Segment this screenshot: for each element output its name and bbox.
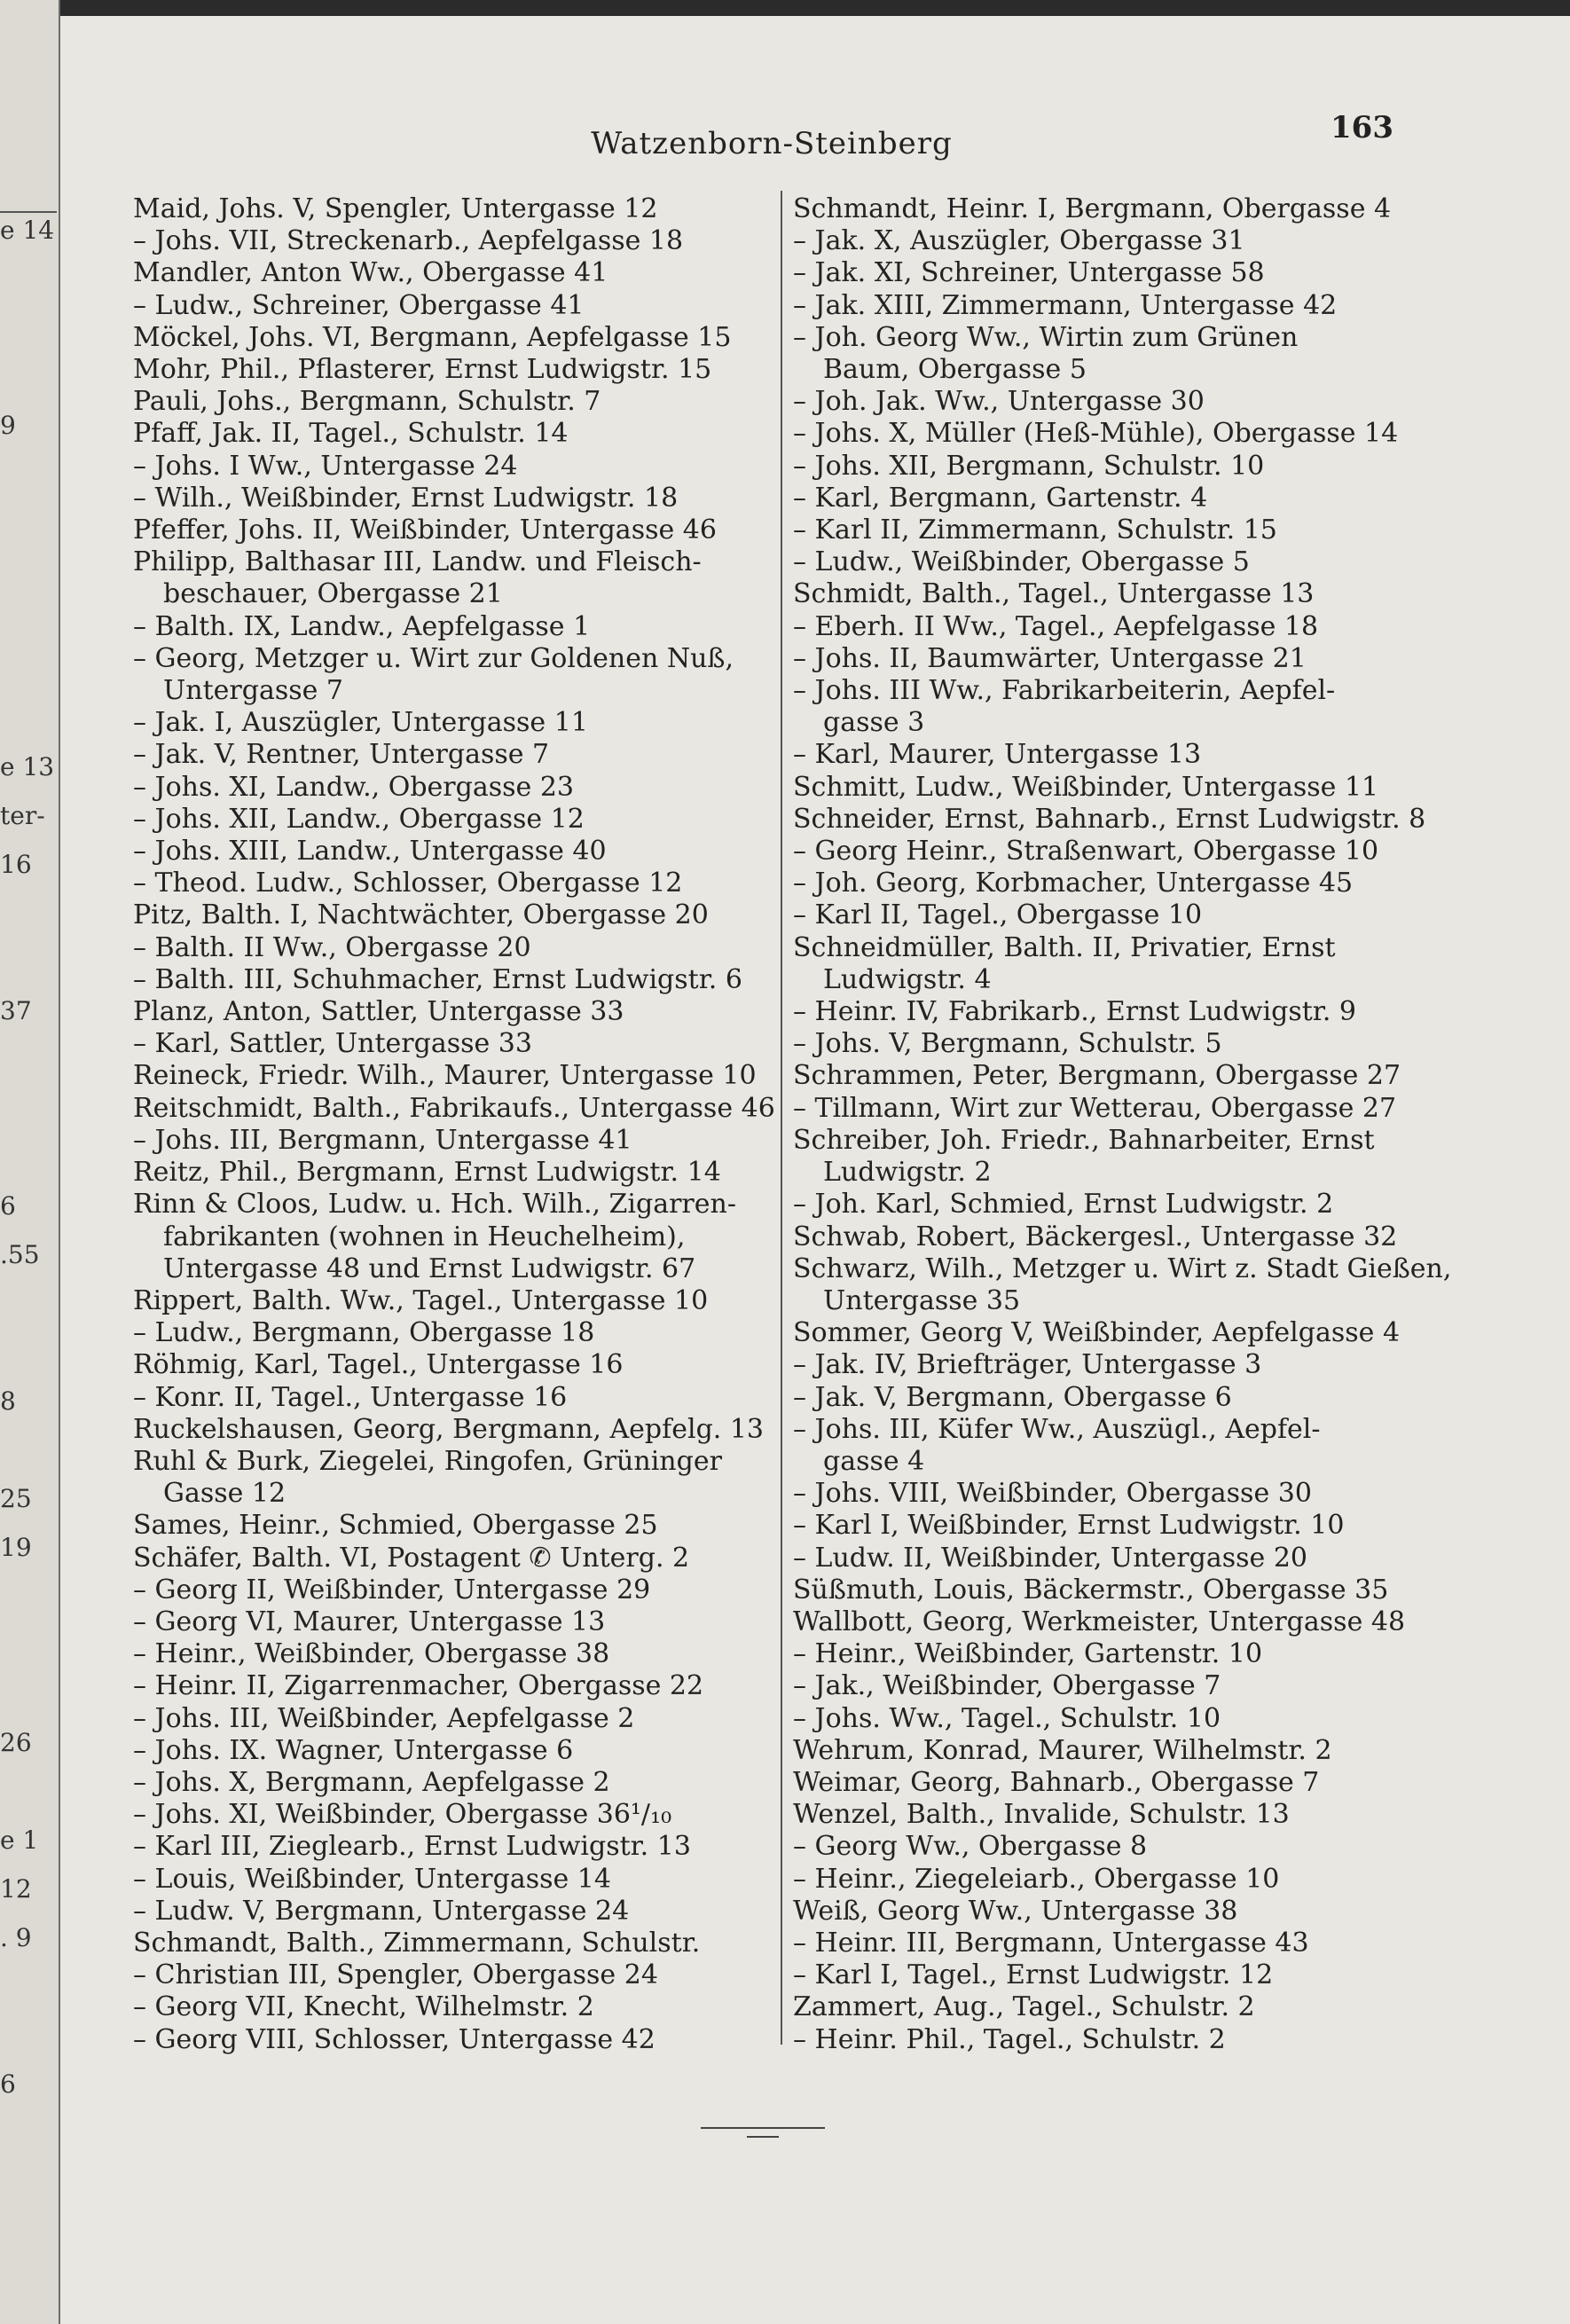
directory-entry: Philipp, Balthasar III, Landw. und Fleisch-	[133, 546, 702, 578]
directory-entry: Rippert, Balth. Ww., Tagel., Untergasse 10	[133, 1284, 709, 1316]
margin-fragment: 16	[0, 850, 32, 879]
directory-entry: Schrammen, Peter, Bergmann, Obergasse 27	[793, 1060, 1401, 1092]
directory-entry: Reineck, Friedr. Wilh., Maurer, Untergasse 10	[133, 1060, 757, 1092]
directory-entry: Reitschmidt, Balth., Fabrikaufs., Untergasse 46	[133, 1092, 775, 1124]
directory-entry: Schmitt, Ludw., Weißbinder, Untergasse 11	[793, 771, 1379, 803]
directory-entry: – Jak. IV, Briefträger, Untergasse 3	[793, 1349, 1262, 1381]
directory-entry: Weimar, Georg, Bahnarb., Obergasse 7	[793, 1766, 1320, 1798]
directory-entry: – Joh. Karl, Schmied, Ernst Ludwigstr. 2	[793, 1189, 1334, 1221]
directory-entry: Untergasse 35	[823, 1284, 1021, 1316]
directory-entry: Baum, Obergasse 5	[823, 354, 1087, 386]
directory-entry: – Karl I, Weißbinder, Ernst Ludwigstr. 10	[793, 1510, 1345, 1542]
directory-entry: – Jak. XI, Schreiner, Untergasse 58	[793, 257, 1265, 289]
directory-entry: – Johs. III, Weißbinder, Aepfelgasse 2	[133, 1702, 635, 1734]
directory-entry: – Ludw., Weißbinder, Obergasse 5	[793, 546, 1250, 578]
directory-entry: – Christian III, Spengler, Obergasse 24	[133, 1959, 658, 1991]
directory-entry: – Jak. V, Bergmann, Obergasse 6	[793, 1381, 1232, 1413]
margin-fragment: e 14	[0, 216, 55, 245]
directory-entry: Süßmuth, Louis, Bäckermstr., Obergasse 35	[793, 1574, 1389, 1606]
directory-entry: Mohr, Phil., Pflasterer, Ernst Ludwigstr. 15	[133, 354, 712, 386]
directory-entry: – Ludw., Schreiner, Obergasse 41	[133, 289, 585, 321]
bottom-rule-short	[747, 2136, 779, 2138]
margin-fragment: 9	[0, 411, 16, 440]
directory-entry: – Heinr. II, Zigarrenmacher, Obergasse 22	[133, 1670, 704, 1702]
directory-entry: Schreiber, Joh. Friedr., Bahnarbeiter, Ernst	[793, 1124, 1375, 1156]
directory-entry: Sames, Heinr., Schmied, Obergasse 25	[133, 1510, 658, 1542]
directory-entry: – Jak. V, Rentner, Untergasse 7	[133, 739, 550, 771]
directory-entry: – Johs. II, Baumwärter, Untergasse 21	[793, 642, 1307, 674]
directory-entry: – Wilh., Weißbinder, Ernst Ludwigstr. 18	[133, 482, 679, 514]
margin-fragment: 6	[0, 1191, 16, 1221]
directory-entry: – Balth. III, Schuhmacher, Ernst Ludwigstr. 6	[133, 963, 742, 995]
directory-entry: – Jak. X, Auszügler, Obergasse 31	[793, 225, 1245, 257]
directory-entry: fabrikanten (wohnen in Heuchelheim),	[163, 1221, 686, 1252]
directory-entry: – Johs. III, Bergmann, Untergasse 41	[133, 1124, 632, 1156]
directory-entry: – Johs. XII, Bergmann, Schulstr. 10	[793, 450, 1265, 482]
directory-entry: – Johs. III, Küfer Ww., Auszügl., Aepfel-	[793, 1413, 1321, 1445]
directory-entry: – Karl III, Zieglearb., Ernst Ludwigstr. 13	[133, 1831, 691, 1863]
left-column	[133, 193, 807, 2056]
directory-entry: – Johs. XIII, Landw., Untergasse 40	[133, 836, 607, 868]
directory-entry: Untergasse 48 und Ernst Ludwigstr. 67	[163, 1252, 696, 1284]
directory-entry: – Joh. Georg Ww., Wirtin zum Grünen	[793, 321, 1299, 353]
margin-fragment: e 13	[0, 752, 55, 781]
directory-entry: – Karl II, Zimmermann, Schulstr. 15	[793, 514, 1277, 546]
directory-entry: – Karl II, Tagel., Obergasse 10	[793, 899, 1203, 931]
directory-entry: Zammert, Aug., Tagel., Schulstr. 2	[793, 1991, 1255, 2023]
directory-entry: – Ludw., Bergmann, Obergasse 18	[133, 1317, 595, 1349]
directory-entry: – Ludw. V, Bergmann, Untergasse 24	[133, 1895, 630, 1927]
margin-fragment: .55	[0, 1240, 40, 1269]
directory-entry: – Karl I, Tagel., Ernst Ludwigstr. 12	[793, 1959, 1274, 1991]
directory-entry: – Johs. III Ww., Fabrikarbeiterin, Aepfel-	[793, 675, 1336, 707]
directory-entry: – Johs. XI, Weißbinder, Obergasse 36¹/₁₀	[133, 1799, 672, 1831]
directory-entry: – Karl, Bergmann, Gartenstr. 4	[793, 482, 1208, 514]
directory-entry: beschauer, Obergasse 21	[163, 578, 503, 610]
directory-entry: Möckel, Johs. VI, Bergmann, Aepfelgasse 15	[133, 321, 732, 353]
margin-fragment: 26	[0, 1728, 32, 1757]
directory-entry: – Johs. XII, Landw., Obergasse 12	[133, 803, 585, 835]
directory-entry: – Johs. X, Bergmann, Aepfelgasse 2	[133, 1766, 610, 1798]
directory-entry: – Heinr. III, Bergmann, Untergasse 43	[793, 1927, 1309, 1959]
right-column	[793, 193, 1467, 2056]
margin-fragment: 19	[0, 1533, 32, 1562]
directory-entry: Gasse 12	[163, 1478, 287, 1510]
previous-page-margin	[0, 0, 60, 2324]
directory-entry: – Georg VIII, Schlosser, Untergasse 42	[133, 2023, 655, 2055]
directory-entry: Wehrum, Konrad, Maurer, Wilhelmstr. 2	[793, 1734, 1332, 1766]
margin-fragment: 12	[0, 1874, 32, 1904]
directory-entry: – Johs. IX. Wagner, Untergasse 6	[133, 1734, 574, 1766]
directory-entry: – Balth. IX, Landw., Aepfelgasse 1	[133, 610, 591, 642]
directory-entry: Weiß, Georg Ww., Untergasse 38	[793, 1895, 1238, 1927]
page-title: Watzenborn-Steinberg	[591, 126, 953, 161]
directory-entry: – Heinr. Phil., Tagel., Schulstr. 2	[793, 2023, 1226, 2055]
directory-entry: – Johs. XI, Landw., Obergasse 23	[133, 771, 574, 803]
directory-entry: Ruckelshausen, Georg, Bergmann, Aepfelg. 13	[133, 1413, 765, 1445]
directory-entry: gasse 3	[823, 707, 925, 739]
directory-entry: – Eberh. II Ww., Tagel., Aepfelgasse 18	[793, 610, 1319, 642]
directory-entry: – Heinr., Ziegeleiarb., Obergasse 10	[793, 1863, 1280, 1895]
margin-fragment: e 1	[0, 1825, 39, 1855]
margin-fragment: . 9	[0, 1923, 32, 1952]
directory-entry: – Johs. X, Müller (Heß-Mühle), Obergasse 14	[793, 418, 1399, 450]
directory-entry: – Johs. VIII, Weißbinder, Obergasse 30	[793, 1478, 1312, 1510]
directory-entry: – Balth. II Ww., Obergasse 20	[133, 931, 531, 963]
margin-fragment: ter-	[0, 801, 45, 830]
directory-entry: – Konr. II, Tagel., Untergasse 16	[133, 1381, 568, 1413]
directory-entry: Wallbott, Georg, Werkmeister, Untergasse 48	[793, 1606, 1406, 1637]
page-number: 163	[1331, 110, 1393, 145]
directory-entry: Schneidmüller, Balth. II, Privatier, Ernst	[793, 931, 1336, 963]
directory-entry: Pitz, Balth. I, Nachtwächter, Obergasse 20	[133, 899, 709, 931]
directory-entry: Reitz, Phil., Bergmann, Ernst Ludwigstr. 14	[133, 1157, 721, 1189]
directory-entry: Wenzel, Balth., Invalide, Schulstr. 13	[793, 1799, 1290, 1831]
directory-entry: Untergasse 7	[163, 675, 344, 707]
directory-entry: Schmidt, Balth., Tagel., Untergasse 13	[793, 578, 1315, 610]
directory-entry: Maid, Johs. V, Spengler, Untergasse 12	[133, 193, 658, 224]
directory-entry: – Georg VI, Maurer, Untergasse 13	[133, 1606, 606, 1637]
directory-entry: gasse 4	[823, 1445, 925, 1477]
directory-entry: – Georg II, Weißbinder, Untergasse 29	[133, 1574, 651, 1606]
margin-fragment: 37	[0, 996, 32, 1025]
directory-entry: Rinn & Cloos, Ludw. u. Hch. Wilh., Zigarren-	[133, 1189, 736, 1221]
directory-entry: Ludwigstr. 2	[823, 1157, 992, 1189]
margin-fragment: 25	[0, 1484, 32, 1513]
directory-entry: Pfeffer, Johs. II, Weißbinder, Untergasse 46	[133, 514, 717, 546]
directory-entry: Ludwigstr. 4	[823, 963, 992, 995]
directory-entry: – Joh. Jak. Ww., Untergasse 30	[793, 386, 1205, 418]
directory-entry: – Karl, Maurer, Untergasse 13	[793, 739, 1202, 771]
directory-entry: Pauli, Johs., Bergmann, Schulstr. 7	[133, 386, 601, 418]
directory-entry: – Johs. Ww., Tagel., Schulstr. 10	[793, 1702, 1221, 1734]
margin-fragment: 6	[0, 2069, 16, 2099]
directory-entry: Pfaff, Jak. II, Tagel., Schulstr. 14	[133, 418, 569, 450]
directory-entry: – Georg VII, Knecht, Wilhelmstr. 2	[133, 1991, 594, 2023]
directory-entry: Ruhl & Burk, Ziegelei, Ringofen, Grüninger	[133, 1445, 722, 1477]
directory-entry: – Johs. VII, Streckenarb., Aepfelgasse 18	[133, 225, 684, 257]
directory-entry: – Georg Heinr., Straßenwart, Obergasse 10	[793, 836, 1379, 868]
directory-entry: Schmandt, Heinr. I, Bergmann, Obergasse 4	[793, 193, 1392, 224]
directory-entry: Schmandt, Balth., Zimmermann, Schulstr.	[133, 1927, 701, 1959]
directory-entry: – Ludw. II, Weißbinder, Untergasse 20	[793, 1542, 1308, 1574]
directory-entry: – Tillmann, Wirt zur Wetterau, Obergasse 27	[793, 1092, 1397, 1124]
bottom-rule	[701, 2127, 825, 2129]
margin-fragment: 8	[0, 1386, 16, 1416]
directory-entry: – Heinr., Weißbinder, Gartenstr. 10	[793, 1638, 1263, 1670]
directory-entry: Mandler, Anton Ww., Obergasse 41	[133, 257, 608, 289]
directory-entry: – Jak. I, Auszügler, Untergasse 11	[133, 707, 588, 739]
directory-entry: Planz, Anton, Sattler, Untergasse 33	[133, 996, 624, 1028]
directory-entry: – Heinr., Weißbinder, Obergasse 38	[133, 1638, 610, 1670]
directory-entry: Sommer, Georg V, Weißbinder, Aepfelgasse 4	[793, 1317, 1401, 1349]
directory-entry: Schneider, Ernst, Bahnarb., Ernst Ludwigstr. 8	[793, 803, 1426, 835]
directory-entry: Schwarz, Wilh., Metzger u. Wirt z. Stadt Gießen,	[793, 1252, 1452, 1284]
directory-entry: – Joh. Georg, Korbmacher, Untergasse 45	[793, 868, 1354, 899]
directory-entry: – Heinr. IV, Fabrikarb., Ernst Ludwigstr. 9	[793, 996, 1356, 1028]
directory-entry: – Jak. XIII, Zimmermann, Untergasse 42	[793, 289, 1338, 321]
scan-top-edge	[0, 0, 1570, 16]
directory-entry: – Jak., Weißbinder, Obergasse 7	[793, 1670, 1221, 1702]
previous-page-rule	[0, 211, 57, 213]
directory-entry: – Georg, Metzger u. Wirt zur Goldenen Nuß,	[133, 642, 734, 674]
directory-entry: – Johs. I Ww., Untergasse 24	[133, 450, 518, 482]
directory-entry: – Louis, Weißbinder, Untergasse 14	[133, 1863, 611, 1895]
directory-entry: – Johs. V, Bergmann, Schulstr. 5	[793, 1028, 1222, 1060]
directory-entry: Schwab, Robert, Bäckergesl., Untergasse 32	[793, 1221, 1398, 1252]
directory-entry: – Karl, Sattler, Untergasse 33	[133, 1028, 532, 1060]
directory-entry: Schäfer, Balth. VI, Postagent ✆ Unterg. 2	[133, 1542, 690, 1574]
directory-entry: – Georg Ww., Obergasse 8	[793, 1831, 1148, 1863]
directory-entry: Röhmig, Karl, Tagel., Untergasse 16	[133, 1349, 624, 1381]
directory-entry: – Theod. Ludw., Schlosser, Obergasse 12	[133, 868, 683, 899]
